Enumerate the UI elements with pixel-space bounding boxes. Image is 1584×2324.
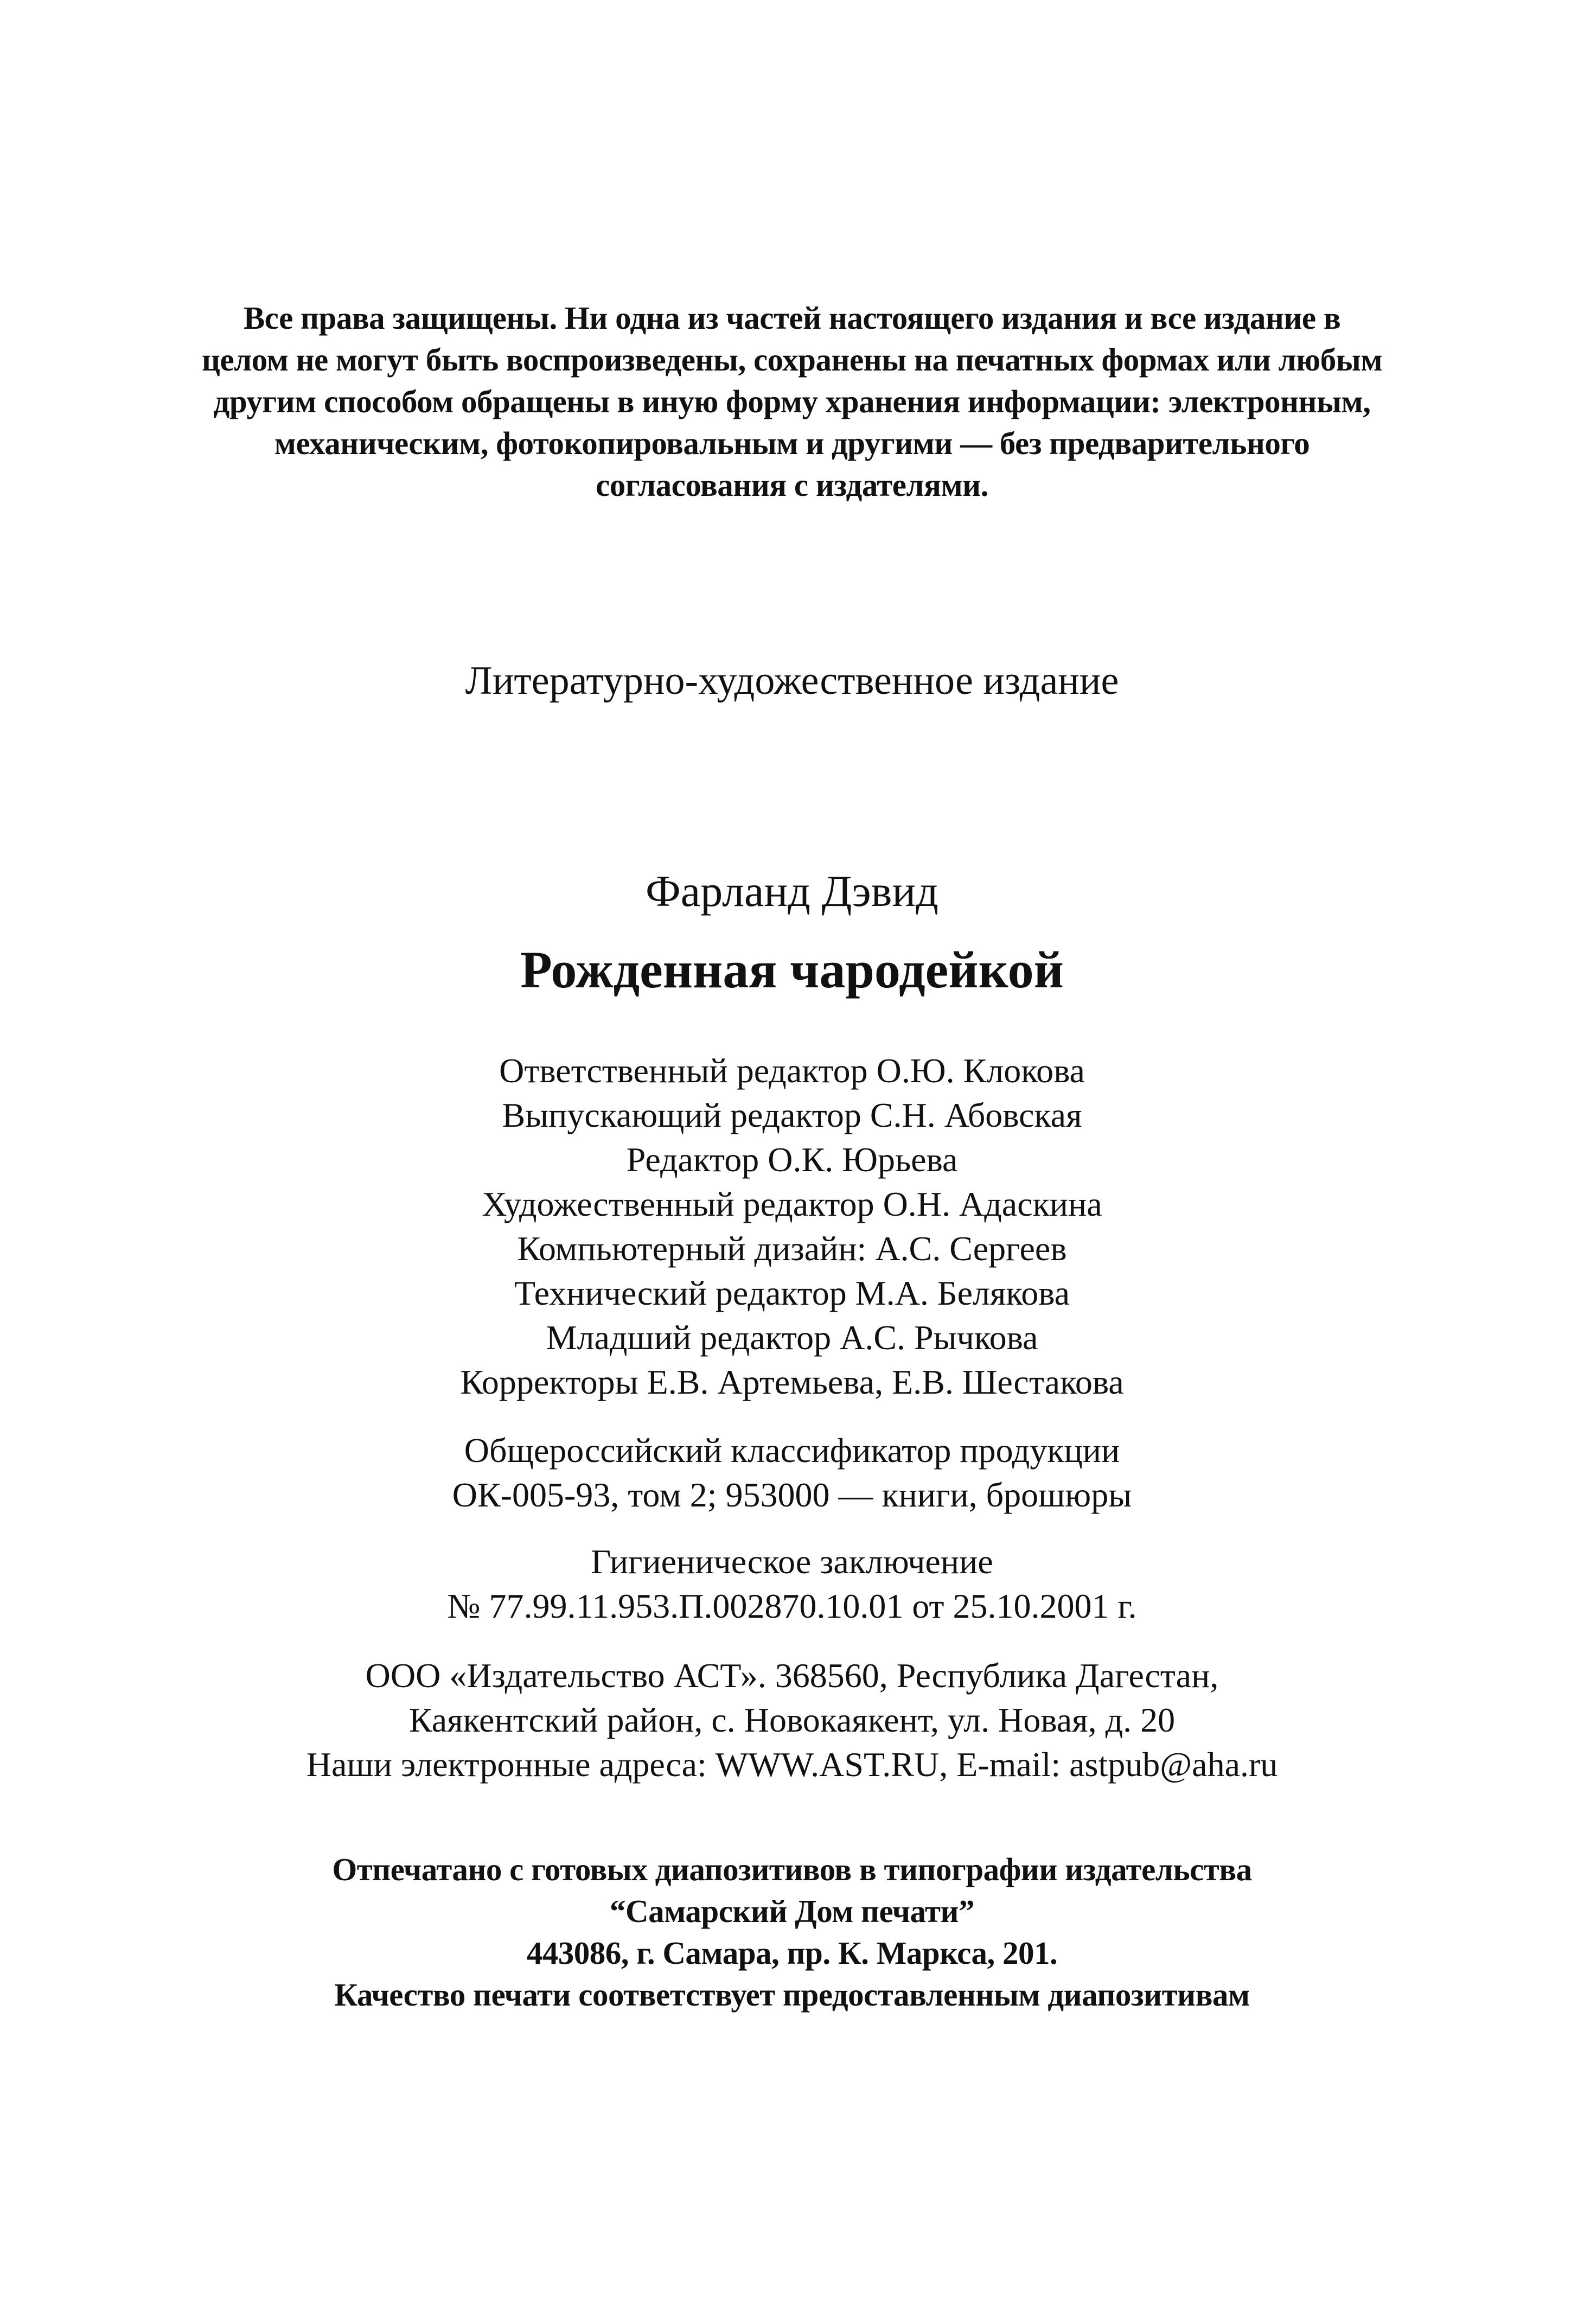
editor-line: Ответственный редактор О.Ю. Клокова xyxy=(499,1051,1085,1090)
book-title: Рожденная чародейкой xyxy=(520,941,1064,999)
publisher-line: Каякентский район, с. Новокаякент, ул. Новая, д. 20 xyxy=(408,1701,1176,1739)
printer-line: “Самарский Дом печати” xyxy=(610,1893,974,1929)
copyright-line: согласования с издателями. xyxy=(596,467,988,503)
printer-info xyxy=(108,1849,1476,2016)
hygiene-line: № 77.99.11.953.П.002870.10.01 от 25.10.2001 г. xyxy=(447,1587,1137,1625)
author-block xyxy=(108,861,1476,921)
classifier-line: Общероссийский классификатор продукции xyxy=(464,1431,1120,1470)
printer-line: Качество печати соответствует предоставленным диапозитивам xyxy=(334,1977,1250,2013)
copyright-line: целом не могут быть воспроизведены, сохранены на печатных формах или любым xyxy=(201,342,1383,378)
author-name: Фарланд Дэвид xyxy=(646,866,938,916)
hygiene-line: Гигиеническое заключение xyxy=(591,1542,993,1581)
copyright-notice xyxy=(108,297,1476,506)
publisher-line: Наши электронные адреса: WWW.AST.RU, E-mail: astpub@aha.ru xyxy=(306,1745,1278,1784)
copyright-line: механическим, фотокопировальным и другими — без предварительного xyxy=(274,425,1310,461)
printer-line: Отпечатано с готовых диапозитивов в типографии издательства xyxy=(332,1851,1252,1887)
publisher-info xyxy=(108,1653,1476,1787)
classifier-line: ОК-005-93, том 2; 953000 — книги, брошюры xyxy=(452,1476,1132,1514)
copyright-line: другим способом обращены в иную форму хранения информации: электронным, xyxy=(213,384,1371,419)
editor-line: Компьютерный дизайн: А.С. Сергеев xyxy=(517,1229,1067,1268)
editors-list xyxy=(108,1049,1476,1404)
product-classifier xyxy=(108,1428,1476,1517)
printer-line: 443086, г. Самара, пр. К. Маркса, 201. xyxy=(526,1935,1058,1971)
editor-line: Корректоры Е.В. Артемьева, Е.В. Шестакова xyxy=(460,1363,1124,1401)
editor-line: Художественный редактор О.Н. Адаскина xyxy=(482,1185,1102,1223)
copyright-line: Все права защищены. Ни одна из частей настоящего издания и все издание в xyxy=(243,300,1341,336)
publication-type xyxy=(108,654,1476,708)
editor-line: Редактор О.К. Юрьева xyxy=(626,1140,958,1179)
title-block xyxy=(108,937,1476,1003)
publication-type-text: Литературно-художественное издание xyxy=(465,659,1119,703)
editor-line: Технический редактор М.А. Белякова xyxy=(514,1274,1070,1312)
editor-line: Выпускающий редактор С.Н. Абовская xyxy=(502,1096,1082,1134)
hygiene-certificate xyxy=(108,1540,1476,1629)
publisher-line: ООО «Издательство АСТ». 368560, Республика Дагестан, xyxy=(365,1656,1219,1695)
editor-line: Младший редактор А.С. Рычкова xyxy=(546,1318,1038,1357)
